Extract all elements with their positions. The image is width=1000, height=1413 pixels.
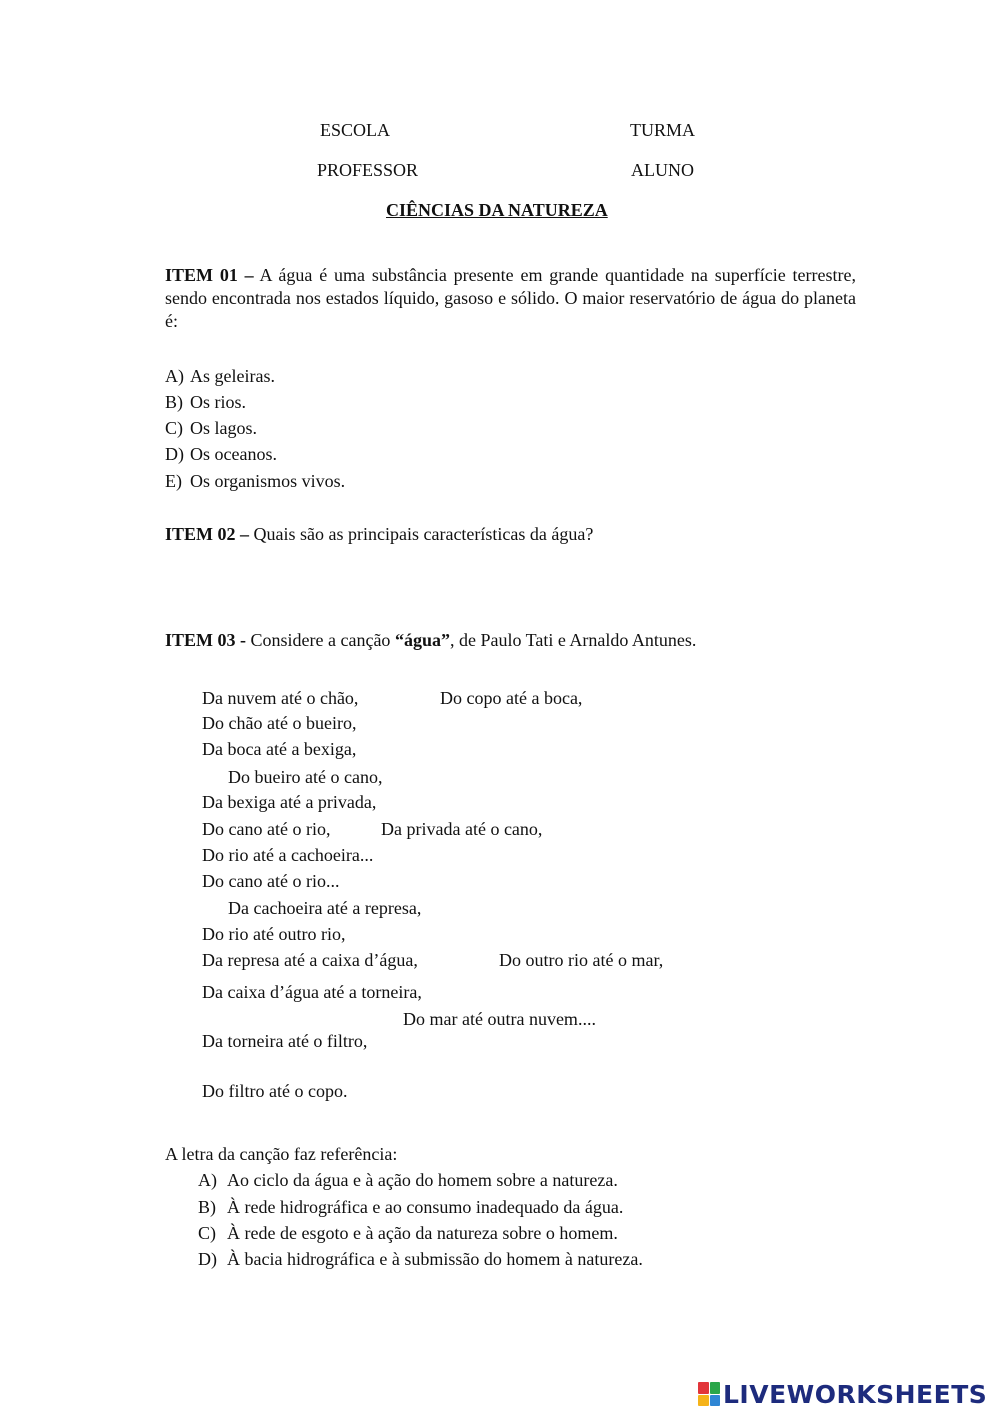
option-text: À rede hidrográfica e ao consumo inadequado da água. — [227, 1197, 624, 1217]
lyric-line: Do copo até a boca, — [440, 688, 583, 708]
student-label: ALUNO — [631, 160, 694, 180]
item-01-option-c[interactable] — [165, 417, 257, 439]
lyric-line: Da torneira até o filtro, — [202, 1031, 368, 1051]
lyric-line: Do rio até a cachoeira... — [202, 845, 374, 865]
option-letter: C) — [198, 1223, 216, 1243]
lyric-line: Do cano até o rio, — [202, 819, 331, 839]
class-label: TURMA — [630, 120, 696, 140]
lyric-line: Do outro rio até o mar, — [499, 950, 664, 970]
lyric-line: Da nuvem até o chão, — [202, 688, 359, 708]
option-letter: A) — [165, 366, 184, 386]
lyric-line: Da represa até a caixa d’água, — [202, 950, 418, 970]
option-text: Os oceanos. — [190, 444, 277, 464]
lyric-line: Do rio até outro rio, — [202, 924, 346, 944]
item-02-label: ITEM 02 – — [165, 524, 250, 544]
option-letter: D) — [198, 1249, 217, 1269]
watermark-text: LIVEWORKSHEETS — [723, 1379, 988, 1409]
option-text: À rede de esgoto e à ação da natureza sobre o homem. — [227, 1223, 618, 1243]
item-03-option-a[interactable] — [198, 1169, 618, 1191]
option-text: Ao ciclo da água e à ação do homem sobre a natureza. — [227, 1170, 618, 1190]
item-01-option-d[interactable] — [165, 443, 277, 465]
option-letter: E) — [165, 471, 182, 491]
item-03-option-d[interactable] — [198, 1248, 643, 1270]
item-03-prompt: A letra da canção faz referência: — [165, 1144, 398, 1164]
option-letter: D) — [165, 444, 184, 464]
item-01-label: ITEM 01 – — [165, 265, 254, 285]
option-text: Os organismos vivos. — [190, 471, 346, 491]
lyric-line: Da privada até o cano, — [381, 819, 543, 839]
item-03-question — [165, 629, 696, 651]
item-03-text-before: Considere a canção — [250, 630, 391, 650]
badge-tile — [710, 1382, 721, 1394]
badge-tile — [698, 1395, 709, 1407]
item-02-text: Quais são as principais características da água? — [253, 524, 594, 544]
lyric-line: Do filtro até o copo. — [202, 1081, 348, 1101]
option-letter: B) — [198, 1197, 216, 1217]
item-03-text-after: , de Paulo Tati e Arnaldo Antunes. — [449, 630, 697, 650]
option-text: À bacia hidrográfica e à submissão do homem à natureza. — [227, 1249, 643, 1269]
lyric-line: Da caixa d’água até a torneira, — [202, 982, 422, 1002]
badge-tile — [698, 1382, 709, 1394]
song-title: “água” — [394, 630, 450, 650]
badge-tile — [710, 1395, 721, 1407]
item-01-option-a[interactable] — [165, 365, 275, 387]
lyric-line: Da cachoeira até a represa, — [228, 898, 422, 918]
lyric-line: Do chão até o bueiro, — [202, 713, 357, 733]
lyric-line: Do mar até outra nuvem.... — [403, 1009, 596, 1029]
item-01-text: A água é uma substância presente em grande quantidade na superfície terrestre, sendo encontrada nos estados líquido, gasoso e sólido. O maior reservatório de água do planeta é: — [165, 265, 856, 331]
option-letter: A) — [198, 1170, 217, 1190]
item-03-option-b[interactable] — [198, 1196, 623, 1218]
option-text: Os lagos. — [190, 418, 257, 438]
lyric-line: Da bexiga até a privada, — [202, 792, 377, 812]
item-01-option-b[interactable] — [165, 391, 246, 413]
item-03-option-c[interactable] — [198, 1222, 618, 1244]
item-02-question — [165, 523, 593, 545]
lyric-line: Da boca até a bexiga, — [202, 739, 357, 759]
teacher-label: PROFESSOR — [317, 160, 419, 180]
school-label: ESCOLA — [320, 120, 391, 140]
liveworksheets-logo — [698, 1380, 987, 1408]
option-text: As geleiras. — [190, 366, 275, 386]
lyric-line: Do cano até o rio... — [202, 871, 340, 891]
option-letter: B) — [165, 392, 183, 412]
item-01-option-e[interactable] — [165, 470, 345, 492]
item-03-label: ITEM 03 - — [165, 630, 246, 650]
page-title: CIÊNCIAS DA NATUREZA — [386, 200, 608, 220]
lyric-line: Do bueiro até o cano, — [228, 767, 383, 787]
liveworksheets-badge-icon — [698, 1382, 720, 1406]
item-01-question — [165, 264, 856, 333]
option-letter: C) — [165, 418, 183, 438]
option-text: Os rios. — [190, 392, 247, 412]
